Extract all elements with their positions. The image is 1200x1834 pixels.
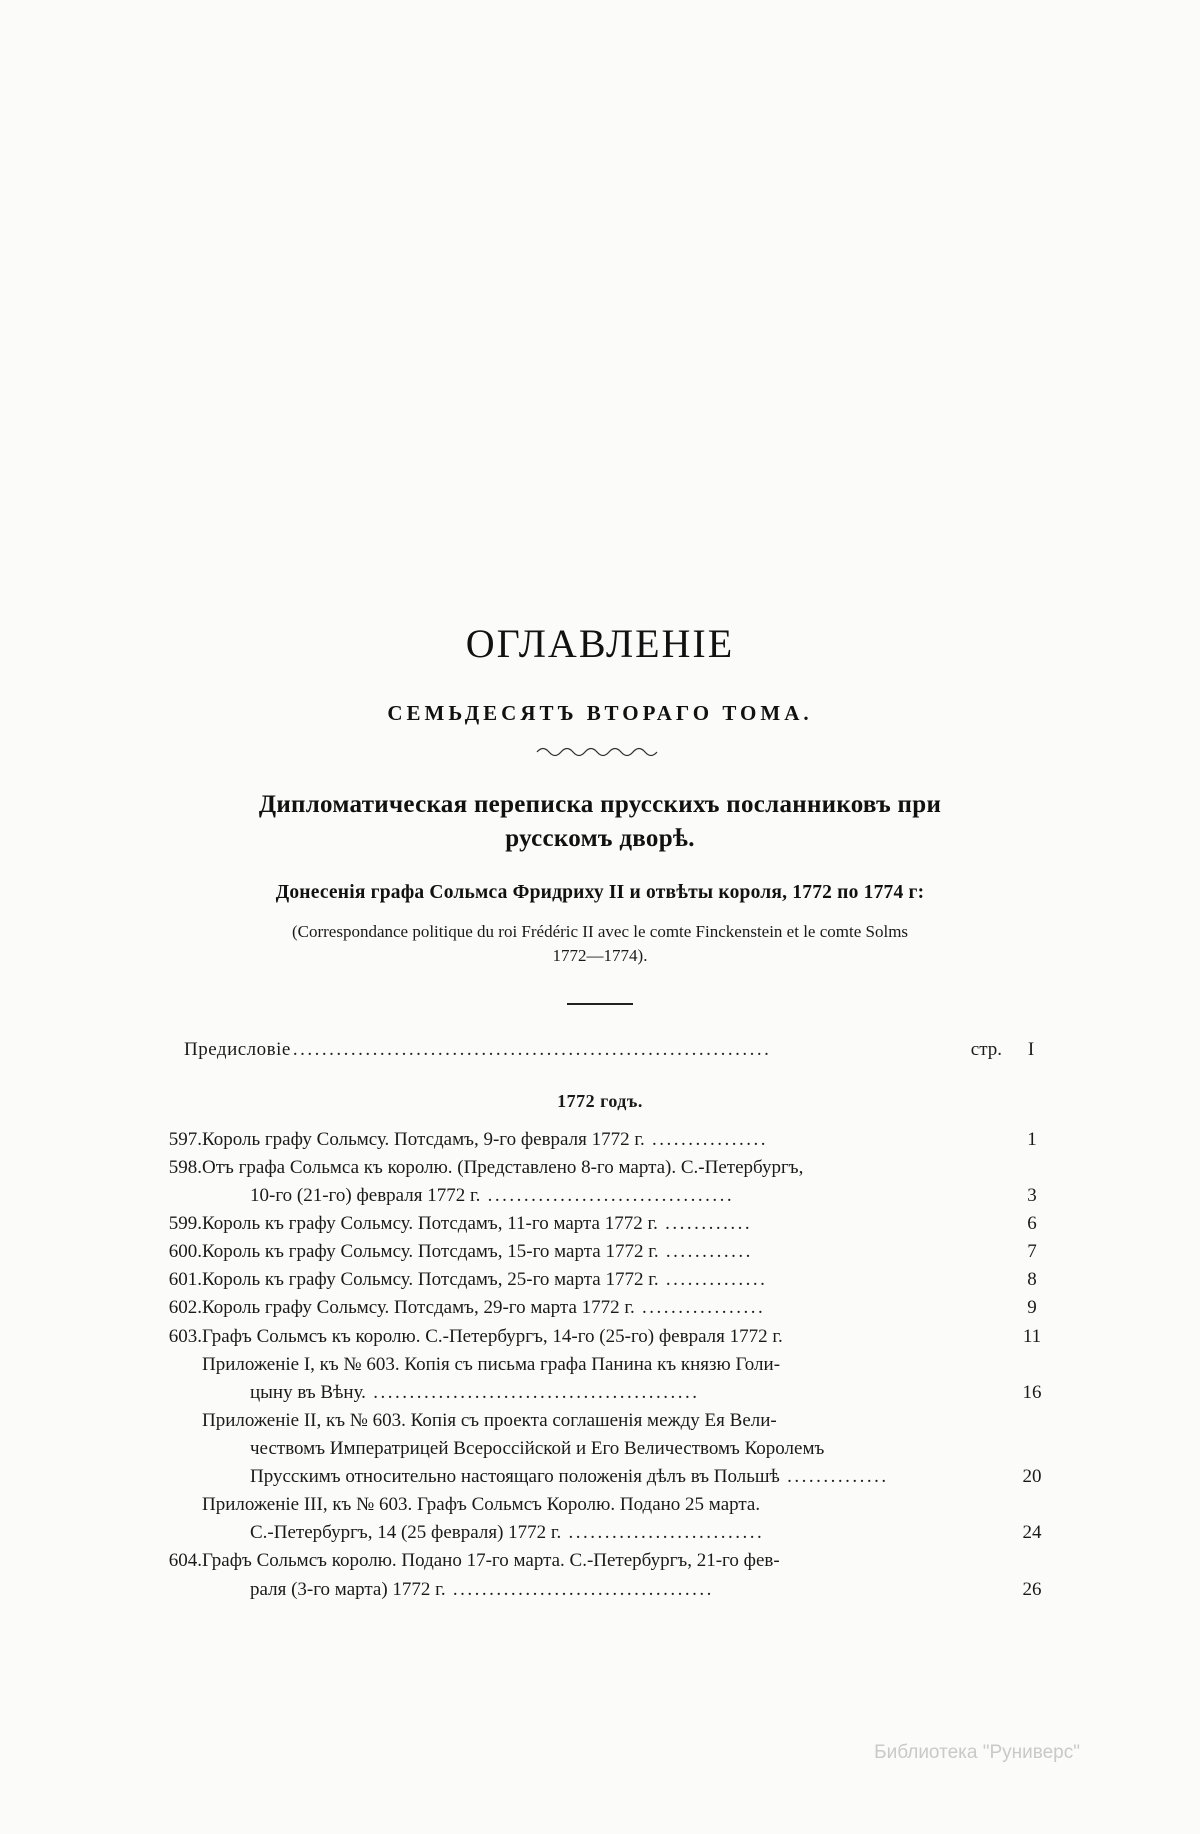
toc-entry-line: Приложеніе III, къ № 603. Графъ Сольмсъ Королю. Подано 25 марта.	[202, 1494, 761, 1516]
toc-entry-title	[202, 1210, 1004, 1238]
toc-page-number: 11	[1022, 1325, 1042, 1347]
toc-page-number: 8	[1027, 1269, 1037, 1291]
toc-row[interactable]	[140, 1154, 1060, 1210]
section-title-line2: русскомъ дворѣ.	[505, 824, 695, 852]
section-title	[140, 788, 1060, 856]
toc-leader-dots: ...........................	[561, 1522, 765, 1544]
toc-entry-line: Отъ графа Сольмса къ королю. (Представлено 8-го марта). С.-Петербургъ,	[202, 1156, 804, 1178]
toc-entry-title	[202, 1323, 1004, 1351]
toc-row[interactable]	[140, 1294, 1060, 1322]
toc-leader-dots: ..............	[658, 1269, 768, 1291]
section-french-line2: 1772—1774).	[552, 946, 648, 966]
toc-entry-title	[202, 1154, 1004, 1210]
toc-entry-title	[202, 1351, 1004, 1407]
toc-entry-number: 599.	[168, 1213, 202, 1235]
section-subtitle: Донесенія графа Сольмса Фридриху II и отвѣты короля, 1772 по 1774 г:	[275, 881, 925, 903]
section-title-line1: Дипломатическая переписка прусскихъ посланниковъ при	[258, 791, 942, 818]
preface-entry	[140, 1039, 1060, 1061]
toc-entry-line: Приложеніе II, къ № 603. Копія съ проекта соглашенія между Ея Вели-	[202, 1409, 777, 1431]
toc-row[interactable]	[140, 1407, 1060, 1491]
toc-row[interactable]	[140, 1491, 1060, 1547]
toc-page-number: 16	[1022, 1381, 1042, 1403]
toc-entry-title	[202, 1491, 1004, 1547]
toc-page-number: 6	[1027, 1213, 1037, 1235]
toc-page-number: 24	[1022, 1522, 1042, 1544]
toc-content	[140, 620, 1060, 1604]
toc-entry-number	[140, 1491, 202, 1547]
toc-entry-number: 598.	[168, 1156, 202, 1178]
toc-entry-number: 600.	[168, 1241, 202, 1263]
toc-entry-title	[202, 1407, 1004, 1491]
section-french-note	[140, 920, 1060, 969]
squiggle-ornament	[140, 744, 1060, 758]
toc-leader-dots: ............	[658, 1241, 753, 1263]
toc-row[interactable]	[140, 1351, 1060, 1407]
toc-entry-number: 601.	[168, 1269, 202, 1291]
toc-entry-line: С.-Петербургъ, 14 (25 февраля) 1772 г. ...........................	[250, 1522, 765, 1544]
toc-leader-dots: .................	[634, 1297, 766, 1319]
toc-entry-line: Графъ Сольмсъ къ королю. С.-Петербургъ, 14-го (25-го) февраля 1772 г.	[202, 1325, 783, 1347]
preface-leader: ..................................................................	[292, 1038, 772, 1060]
toc-entry-title	[202, 1547, 1004, 1603]
toc-entry-title	[202, 1238, 1004, 1266]
toc-row[interactable]	[140, 1238, 1060, 1266]
toc-row[interactable]	[140, 1126, 1060, 1154]
toc-entry-line: Король графу Сольмсу. Потсдамъ, 29-го марта 1772 г. .................	[202, 1297, 766, 1319]
toc-entry-title	[202, 1266, 1004, 1294]
toc-entry-line: Приложеніе I, къ № 603. Копія съ письма графа Панина къ князю Голи-	[202, 1353, 781, 1375]
toc-entry-line: раля (3-го марта) 1772 г. ....................................	[250, 1578, 714, 1600]
toc-row[interactable]	[140, 1266, 1060, 1294]
toc-entry-line: цыну въ Вѣну. .............................................	[250, 1381, 700, 1403]
toc-entry-line: Король къ графу Сольмсу. Потсдамъ, 25-го марта 1772 г. ..............	[202, 1269, 768, 1291]
toc-page-number: 26	[1022, 1578, 1042, 1600]
toc-row[interactable]	[140, 1547, 1060, 1603]
year-heading: 1772 годъ.	[557, 1090, 643, 1111]
preface-page-number: I	[1027, 1038, 1035, 1060]
toc-table	[140, 1126, 1060, 1604]
toc-row[interactable]	[140, 1323, 1060, 1351]
toc-entry-line: Король къ графу Сольмсу. Потсдамъ, 11-го марта 1772 г. ............	[202, 1213, 753, 1235]
preface-str-label: стр.	[970, 1038, 1002, 1060]
toc-entry-line: 10-го (21-го) февраля 1772 г. ..................................	[250, 1185, 735, 1206]
toc-leader-dots: ..............	[779, 1466, 889, 1488]
toc-entry-line: Прусскимъ относительно настоящаго положенія дѣлъ въ Польшѣ ..............	[250, 1466, 889, 1488]
toc-leader-dots: ................	[644, 1128, 769, 1150]
toc-entry-line: Графъ Сольмсъ королю. Подано 17-го марта. С.-Петербургъ, 21-го фев-	[202, 1550, 780, 1572]
toc-entry-number: 603.	[168, 1325, 202, 1347]
toc-row[interactable]	[140, 1210, 1060, 1238]
toc-entry-number	[140, 1407, 202, 1491]
toc-leader-dots: ....................................	[445, 1578, 714, 1600]
toc-entry-title	[202, 1126, 1004, 1154]
toc-page-number: 9	[1027, 1297, 1037, 1319]
toc-page-number: 1	[1027, 1128, 1037, 1150]
toc-entry-line: Король къ графу Сольмсу. Потсдамъ, 15-го марта 1772 г. ............	[202, 1241, 753, 1263]
toc-entry-number: 604.	[168, 1550, 202, 1572]
toc-page-number: 20	[1022, 1466, 1042, 1488]
page-title: ОГЛАВЛЕНІЕ	[465, 621, 735, 666]
toc-leader-dots: ............	[657, 1213, 753, 1235]
preface-label: Предисловіе	[184, 1038, 291, 1060]
toc-entry-number: 602.	[168, 1297, 202, 1319]
volume-subtitle: СЕМЬДЕСЯТЪ ВТОРАГО ТОМА.	[387, 701, 813, 725]
toc-entry-line: Король графу Сольмсу. Потсдамъ, 9-го февраля 1772 г. ................	[202, 1128, 769, 1150]
toc-page-number: 7	[1027, 1241, 1037, 1263]
toc-page-number: 3	[1027, 1185, 1037, 1206]
toc-leader-dots: ..................................	[480, 1185, 735, 1206]
library-watermark: Библиотека "Руниверс"	[874, 1742, 1080, 1763]
toc-entry-number: 597.	[168, 1128, 202, 1150]
toc-entry-line: чествомъ Императрицей Всероссійской и Его Величествомъ Королемъ	[250, 1437, 825, 1459]
toc-entry-title	[202, 1294, 1004, 1322]
divider	[567, 1003, 633, 1005]
section-french-line1: (Correspondance politique du roi Frédéric II avec le comte Finckenstein et le comte Solms	[291, 921, 909, 941]
toc-entry-number	[140, 1351, 202, 1407]
toc-leader-dots: .............................................	[365, 1381, 700, 1403]
